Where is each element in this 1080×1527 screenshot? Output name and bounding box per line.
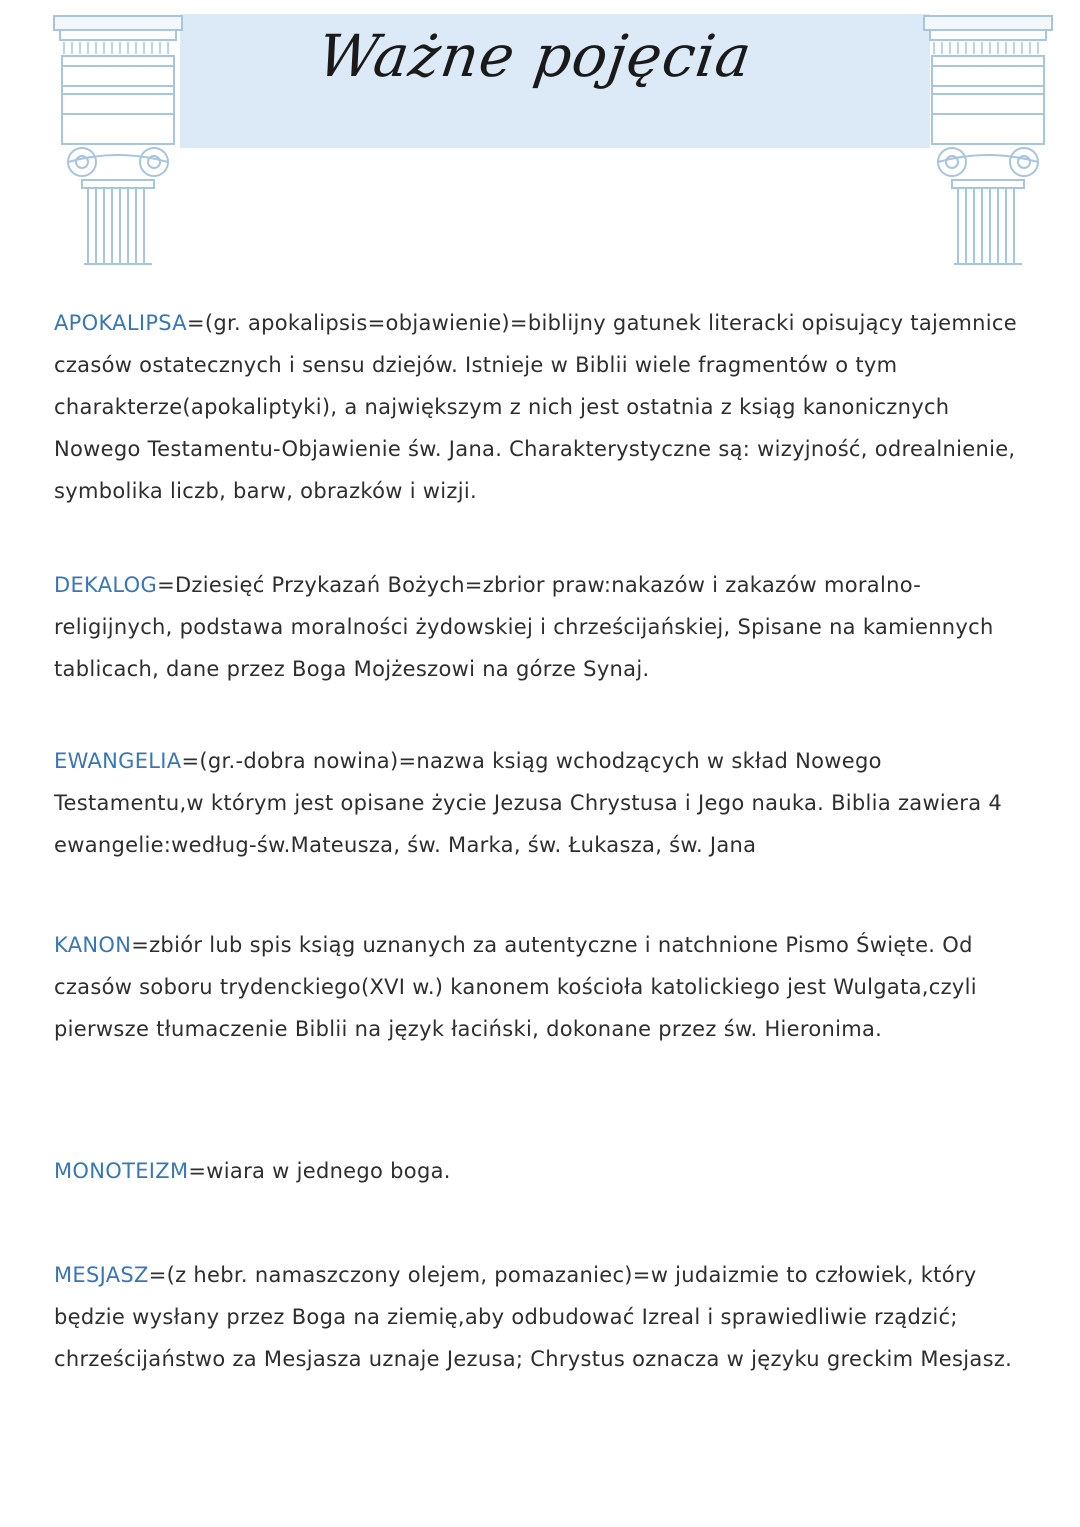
entry-kanon bbox=[54, 924, 1024, 1050]
definition-apokalipsa: =(gr. apokalipsis=objawienie)=biblijny gatunek literacki opisujący tajemnice czasów ostatecznych i sensu dziejów. Istnieje w Biblii wiele fragmentów o tym charakterze(apokaliptyki), a największym z nich jest ostatnia z ksiąg kanonicznych Nowego Testamentu-Objawienie św. Jana. Charakterystyczne są: wizyjność, odrealnienie, symbolika liczb, barw, obrazków i wizji. bbox=[54, 311, 1017, 503]
entry-ewangelia bbox=[54, 740, 1024, 866]
term-mesjasz: MESJASZ bbox=[54, 1263, 149, 1287]
entry-apokalipsa bbox=[54, 302, 1024, 512]
definition-mesjasz: =(z hebr. namaszczony olejem, pomazaniec)=w judaizmie to człowiek, który będzie wysłany przez Boga na ziemię,aby odbudować Izreal i sprawiedliwie rządzić; chrześcijaństwo za Mesjasza uznaje Jezusa; Chrystus oznacza w języku greckim Mesjasz. bbox=[54, 1263, 1013, 1371]
definition-monoteizm: =wiara w jednego boga. bbox=[188, 1159, 451, 1183]
term-ewangelia: EWANGELIA bbox=[54, 749, 182, 773]
page-header bbox=[0, 0, 1080, 280]
entry-dekalog bbox=[54, 564, 1024, 690]
definition-ewangelia: =(gr.-dobra nowina)=nazwa ksiąg wchodzących w skład Nowego Testamentu,w którym jest opisane życie Jezusa Chrystusa i Jego nauka. Biblia zawiera 4 ewangelie:według-św.Mateusza, św. Marka, św. Łukasza, św. Jana bbox=[54, 749, 1003, 857]
term-dekalog: DEKALOG bbox=[54, 573, 158, 597]
entry-monoteizm bbox=[54, 1150, 451, 1192]
ionic-column-right-icon bbox=[922, 12, 1054, 268]
entry-mesjasz bbox=[54, 1254, 1024, 1380]
page-title: Ważne pojęcia bbox=[313, 22, 757, 90]
term-apokalipsa: APOKALIPSA bbox=[54, 311, 187, 335]
term-monoteizm: MONOTEIZM bbox=[54, 1159, 189, 1183]
definition-dekalog: =Dziesięć Przykazań Bożych=zbrior praw:nakazów i zakazów moralno-religijnych, podstawa moralności żydowskiej i chrześcijańskiej, Spisane na kamiennych tablicach, dane przez Boga Mojżeszowi na górze Synaj. bbox=[54, 573, 994, 681]
definition-kanon: =zbiór lub spis ksiąg uznanych za autentyczne i natchnione Pismo Święte. Od czasów soboru trydenckiego(XVI w.) kanonem kościoła katolickiego jest Wulgata,czyli pierwsze tłumaczenie Biblii na język łaciński, dokonane przez św. Hieronima. bbox=[54, 933, 977, 1041]
ionic-column-left-icon bbox=[52, 12, 184, 268]
term-kanon: KANON bbox=[54, 933, 132, 957]
